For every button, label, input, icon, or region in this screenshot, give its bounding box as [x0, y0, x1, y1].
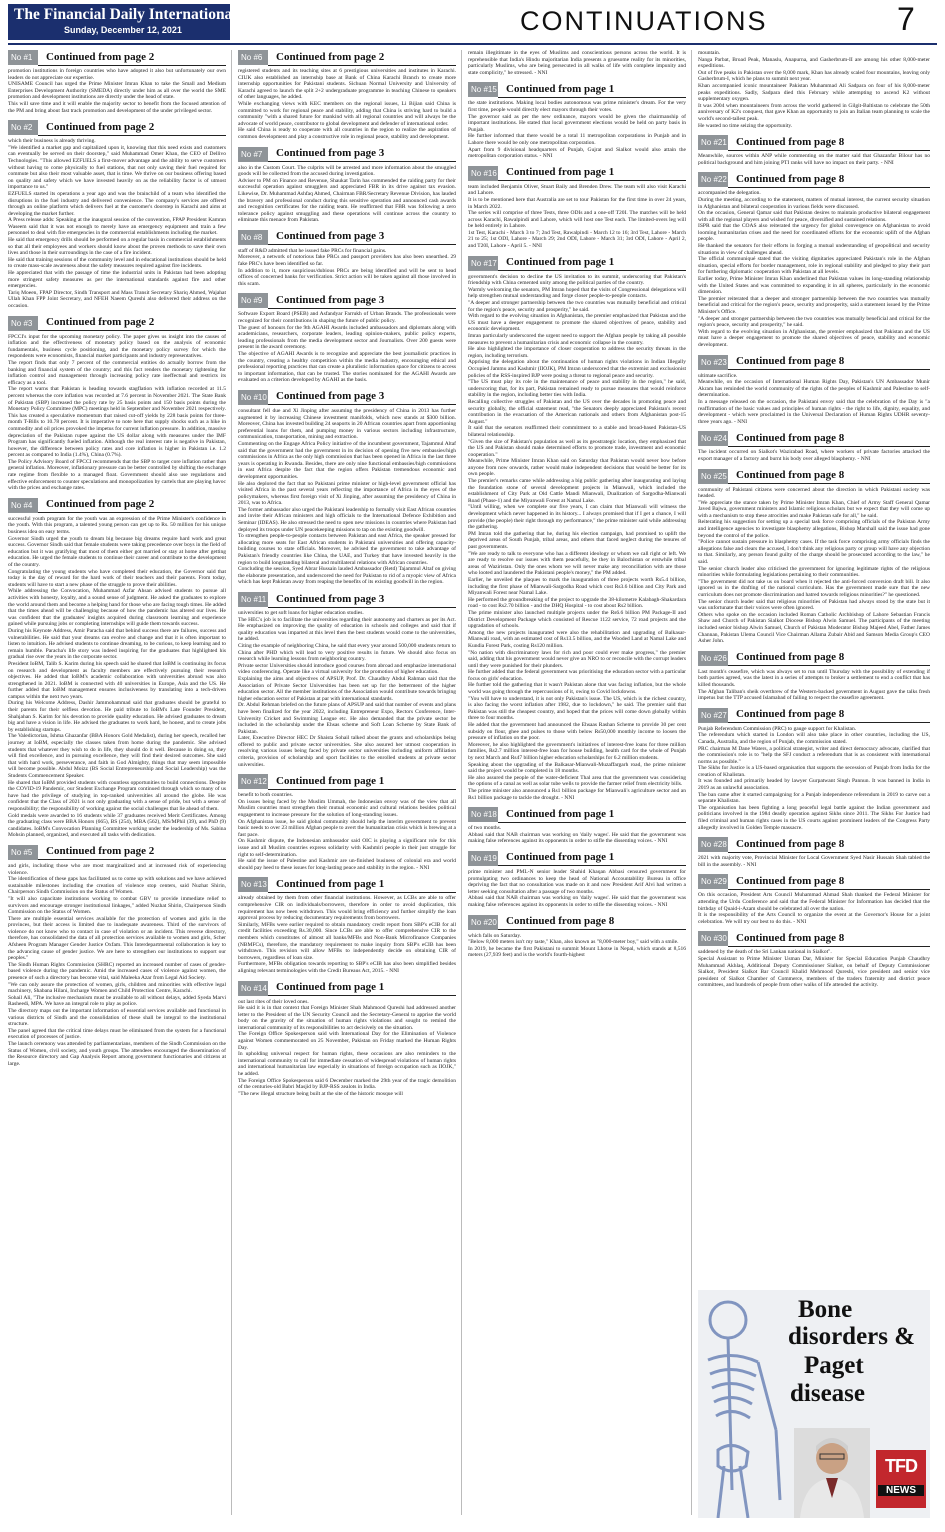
continuation-label: Continued from page 8 [728, 837, 930, 853]
continuation-article [468, 851, 686, 909]
article-body-text: staff of R&D admitted that he issued fake PRCs for financial gains. Moreover, a network of notorious fake PRCs and passport providers has also been unearthed. 29 fake PRC's have been identified so far. In addition to it, more suspicious/dubious PRCs are being identified and will be sent to head offices of concerned banks for verification. Strict action will be taken against all those involved in this scam. [238, 247, 456, 287]
continuation-header [238, 50, 456, 65]
continuation-number-tag: No #17 [468, 256, 498, 271]
continuation-number-tag: No #18 [468, 807, 498, 822]
continuation-article [698, 469, 930, 645]
continuation-article [238, 592, 456, 768]
continuation-label: Continued from page 1 [498, 850, 686, 866]
doctor-portrait [794, 1428, 870, 1518]
continuation-number-tag: No #6 [238, 50, 268, 65]
article-body-text: also in the Custom Court. The culprits will be arrested and more information about the smuggled goods will be collected from the accused during investigation. Adviser to PM on Finance and Revenue, Shaukat Tarin has commended the raiding party for their successful operation against smugglers and appreciated FBR in its drive against tax evasion. Likewise, Dr. Muhammad Ashfaq Ahmed, Chairman FBR/Secretary Revenue Division, has lauded the bravery and professional conduct during this sensitive operation and announced cash awards and recognition certificates for the raiding team. He reaffirmed that FBR was following a zero tolerance policy against smuggling and these operations will continue across the country to eliminate this menace from Pakistan. [238, 164, 456, 224]
continuation-article [698, 50, 930, 129]
continuation-header [698, 431, 930, 446]
continuation-label: Continued from page 2 [268, 50, 456, 66]
continuation-header [8, 50, 226, 65]
continuation-article [8, 316, 226, 492]
article-body-text: government's decision to decline the US invitation to its summit, underscoring that Pakistan's friendship with China cemented unity among the political parties of the country. Warmly welcoming the senators, PM Imran hoped that the visits of Congressional delegations will help strengthen mutual understanding and forge closer people-to-people contacts. "A deeper and stronger partnership between the two countries was mutually beneficial and critical for the region's peace, security and prosperity," he said. With regard to the evolving situation in Afghanistan, the premier emphasized that Pakistan and the US must have a deeper engagement to promote the shared objectives of peace, stability and economic development. Imran particularly underscored the urgent need to support the Afghan people by taking all possible measures to prevent a humanitarian crisis and economic collapse in the country. He also highlighted the importance of closer cooperation to address the security threats in the region, including terrorism. Apprising the delegation about the continuation of human rights violations in Indian Illegally Occupied Jammu and Kashmir (IIOJK), PM Imran underscored that the extremist and exclusionist policies of the RSS-inspired BJP were posing a threat to regional peace and security. "The US must play its role in the maintenance of peace and stability in the region," he said, underscoring that, for its part, Pakistan remained ready to pursue measures that would reinforce stability in the region, including better ties with India. Recalling collective struggles of Pakistan and the US over the decades in promoting peace and security globally, the official statement read, "the Senators deeply appreciated Pakistan's recent contribution in the evacuation of the American nationals and others from Afghanistan post-15 August." It said that the senators reaffirmed their commitment to a stable and broad-based Pakistan-US bilateral relationship. "Given the size of Pakistan's population as well as its geostrategic location, they emphasized that the US and Pakistan should make determined efforts to promote trade, investment and economic cooperation." Meanwhile, Prime Minister Imran Khan said on Saturday that Pakistan would never bow before anyone from now onwards, rather would make independent decisions that would be better for its own people. The premier's remarks came while addressing a big public gathering after inaugurating and laying the foundation stone of several development projects in Mianwali, which included the establishment of City Park at Old Cattle Mandi Mianwali, Dualization of Sargodha-Mianwali Road (Phase-1) and the Miyanwali Forest at Namal Lake. "Until willing, when we complete our five years, I can claim that Mianwali will witness the development which never happened in its history... I always promised that if I get a chance, I will provide (the people) their right through my performance," the prime minister said while addressing the gathering. PM Imran told the gathering that he, during his election campaign, had promised to uplift the deprived areas of South Punjab, tribal areas, and others that faced neglect during the tenures of past governments. "We are ready to talk to everyone who has a different ideology or whom we call right or left. We are ready to resolve our issues with them peacefully, be they in Balochistan or erstwhile tribal areas of Waziristan. Only the ones whom we will never make any reconciliation with are those who looted and laundered the Pakistani people's money," the PM added. Earlier, he unveiled the plaques to mark the inauguration of three projects worth Rs5.4 billion, including the first phase of Mianwali-Sargodha Road which cost Rs3.6 billion and City Park and Miyanwali Forest near Namal Lake. He performed the groundbreaking of the project to upgrade the 38-kilometre Kalabagh-Shakardara road - to cost Rs2.70 billion - and the DHQ Hospital - to cost about Rs2 billion. The prime minister also launched multiple projects under the Rs6.6 billion PM Package-II and District Development Package which consisted of Rescue 1122 service, 72 road projects and the upgradation of schools. Among the new projects inaugurated were also the rehabilitation and upgrading of Balkasar-Mianwali road, with an estimated cost of Rs13.5 billion, and the Wooded Land at Namal Lake and Kundia Forest Park, costing Rs120 million. "No nation with discriminatory laws for rich and poor could ever make progress," the premier said, adding that his government would never give an NRO to or reconcile with the corrupt leaders until they were punished for their plunders. He further added that the federal government was prioritising the education sector with a particular focus on girls' education. He further told the gathering that it wasn't Pakistan alone that was facing inflation, but the whole world was going through the repercussions of it, owing to Covid lockdowns. "You will have to understand, it is not only Pakistan's issue. The US, which is the richest country, is also facing the worst inflation after 1982, due to lockdown," he said. The premier said that Pakistan was still the cheapest country, and hoped that the prices will come down globally within three to four months. He added that the government had announced the Ehsaas Rashan Scheme to provide 30 per cent subsidy on flour, ghee and pulses to those with below Rs50,000 monthly income to loosen the pressure of inflation on the poor. Moreover, he also highlighted the government's initiatives of interest-free loans for three million families, Rs2.7 million interest-free loan for house building, health card for the whole of Punjab by next March and Rs47 billion higher education scholarships for 6.2 million students. Speaking about the upgrading of the Balkasar-Mianwali-Muzaffargarh road, the prime minister said the project would be completed in 18 months. He also assured the people of the water-deficient Thal area that the government was considering the options of a canal as well as solar tube wells to provide the farmer relief from electricity bills. The prime minister also announced a Rs1 billion package for Mianwali's agriculture sector and an Rs1 billion package to tackle the drought. - NNI [468, 273, 686, 801]
article-body-text: registered students and its teaching sites at 6 prestigious universities and institutes in Karachi. CIUK also established an internship base at Bank of China Karachi Branch to create more internship opportunities for Pakistani students. Sichuan Normal University and University of Karachi agreed to launch the split 2+2 undergraduate programme in teaching Chinese to speakers of other languages, he added. While exchanging views with KEC members on the regional issues, Li Bijian said China is committed to work for regional peace and stability, adding that China is striving hard to build a community "with a shared future for mankind with all regional countries and will always be the advocate of world peace, contributor to global development and defender of international order. He said China is ready to cooperate with all countries in the region to realize the aspiration of common development and play a constructive role in regional peace, stability and development. [238, 68, 456, 140]
continuation-number-tag: No #11 [238, 592, 268, 607]
section-title: CONTINUATIONS [520, 6, 768, 36]
continuation-article [238, 877, 456, 974]
continuation-header [238, 981, 456, 996]
continuation-header [698, 172, 930, 187]
continuation-header [698, 837, 930, 852]
continuation-article [238, 981, 456, 1098]
continuation-label: Continued from page 3 [268, 592, 456, 608]
continuation-article [698, 431, 930, 462]
continuation-label: Continued from page 1 [498, 165, 686, 181]
column-divider [461, 50, 462, 1515]
advertisement-bone-disorders [698, 1290, 930, 1518]
masthead [0, 0, 945, 44]
article-body-text: successful youth program for the youth was an expression of the Prime Minister's confidence in the youth. With this program, a talented young person can get up to Rs. 50 million for his unique business idea on easy terms. Governor Sindh urged the youth to dream big because big dreams require hard work and great success. Governor Sindh said that female students were taking precedence over boys in the field of education but it was gratifying that most of them either got married or stay at home after getting education. He urged the female students to continue their career and contribute to the development of the country. Congratulating the young students who have completed their education, the Governor said that today is the day of reward for the hard work of their teachers and their parents. From today, students will have to start a new phase of the struggle to prove their abilities. While addressing the Convocation, Muhammad Azfar Ahsan advised students to pursue all activities with honesty, loyalty, and a sound sense of judgment. He asked the graduates to explore the world around them and become a helping hand for those who are facing tough times. He added that the times ahead will be challenging because of how the pandemic has altered our lives. He was confident that the graduates' insights acquired during classroom learning and experience gained while pursuing jobs or completing internships will guide them towards success. During his Keynote Address, Amir Paracha said that behind success there are failures, success and vulnerabilities. He said that your dreams can evolve and change and that it is often important to listen to intuition. He advised students to continue dreaming, to be curious, to keep learning and to remain humble. Paracha's life story was indeed inspiring for the graduates that highlighted his gradual rise over the years in the corporate sector. President IoBM, Talib S. Karim during his speech said he shared that IoBM is continuing its focus on research and development as faculty members are effectively pursuing their research objectives. He added that IoBM's academic collaboration with universities abroad was also strengthened in 2021. IoBM is connected with 40 universities in Europe, Asia and the US. He further added that IoBM management ensures inclusiveness by translating into a tech-driven campus within the next two years. During his Welcome Address, Dashir Jammohammad said that graduates should be grateful to their parents for their selfless devotion. He paid tribute to IoBM's Late Founder President, Shahjahan S. Karim for his devotion to provide quality education. He advised graduates to dream big and have a vision in life. He advised the graduates to work hard, be honest, and to create jobs by establishing startups. The Valedictorian, Ishma Ghazanfar (BBA Honors Gold Medalist), during her speech, recalled her journey at IoBM, especially the classes taken from home during the pandemic. She advised students that whatever they wish to do in life, they should do it well. Because in doing so, they will find excellence, and in pursuing excellence, they will find their desired outcomes. She said that with hard work, perseverance, and faith in God Almighty, things that may seem impossible will become possible. Abdul Moizz (BS Social Entrepreneurship and Social Leadership) was the Students Commencement Speaker. He shared that IoBM provided students with countless opportunities to build connections. Despite the COVID-19 Pandemic, our Student Exchange Program continued through which so many of us have had the privilege of studying in top-ranked universities all around the globe. He was confident that the Class of 2021 is not only graduating with a sense of pride, but with a sense of responsibility; the responsibility of working against the social challenges that lie ahead of them. Gold medals were awarded to 16 students while 37 graduates received Merit Certificates. Among the graduating class were BBA Honors (665), BS (254), MBA (562), MS/MPhil (39), and PhD (9) candidates. IoBM's Convocation Planning Committee working under the leadership of Ms. Sabina Mohsin planned, organized, and executed all tasks with dedication. [8, 515, 226, 839]
continuation-label: Continued from page 8 [728, 135, 930, 151]
continuation-number-tag: No #23 [698, 355, 728, 370]
continuation-number-tag: No #27 [698, 708, 728, 723]
article-body-text: community of Pakistani citizens were concerned about the direction in which Pakistani society was headed. "We appreciate the stance taken by Prime Minister Imran Khan, Chief of Army Staff General Qamar Javed Bajwa, government ministers and Islamic religious scholars but we expect that they will come up with a mechanism to stop these atrocities and make Pakistan safe for all," he said. Reiterating his suggestion for setting up a special task force comprising officials of the Pakistan Army and intelligence agencies to investigate blasphemy allegations, Bishop Marshall said the issue had gone beyond the control of the police. "Police cannot sustain pressure in blasphemy cases. If the task force comprising army officials finds the allegations false and clears the accused, I don't think any religious party or group will have any objection to that. Similarly, any person found guilty of the charge should be prosecuted according to the law," he said. The senior church leader also criticised the government for ignoring legitimate rights of the religious minorities while formulating legislations pertaining to their communities. "The government did not take us on board when it rejected the anti-forced conversion draft bill. It also ignored us in the drafting of the national curriculum. Has the government made sure that the new curriculum does not promote discrimination and hatred towards religious minorities?" he questioned. The senior church leader said that religious minorities of Pakistan had always stood by the state but it was unfortunate that their voices were often ignored. Others who spoke on the occasion included Roman Catholic Archbishop of Lahore Sebastian Francis Shaw and Church of Pakistan Sialkot Diocese Bishop Alwin Samuel. The participants of the meeting included senior bishop Alwin Samuel, Church of Pakistan Moderator Bishop Majeed Abel, Father James Channan, Pakistan Ulema Council Vice Chairman Allama Zubair Abid and Samson Media Group's CEO Asher John. [698, 486, 930, 645]
article-body-text: the state institutions. Making local bodies autonomous was prime minister's dream. For the very first time, people would directly elect mayors through their votes. The governor said as per the new ordinance, mayors would be given the chairmanship of important institutions. He stated that local government elections would be held on party basis in Punjab. He further informed that there would be a total 11 metropolitan corporations in Punjab and in Lahore there would be only one metropolitan corporation. Apart from 9 divisional headquarters of Punjab, Gujrat and Sialkot would also attain the metropolitan corporation status. - NNI [468, 100, 686, 160]
continuation-article [698, 837, 930, 868]
continuation-header [698, 708, 930, 723]
article-body-text: FPCCI's input for the upcoming monetary policy. The paper gives us insight into the causes of inflation and the effectiveness of monetary policy based on the analysis of economic fundamentals, business cycle positioning, and the monetary policy survey for which the respondents were economists, financial market participants and industry representatives. The report finds that only 7 percent of the commercial entities do actually borrow from the banking and financial system of the country; and this fact renders the monetary tightening for inflation control and management through increasing policy rate ineffectual and restricts its efficacy as a tool. The report warns that Pakistan is heading towards stagflation with inflation recorded at 11.5 percent whereas the core inflation was recorded at 7.6 percent in November 2021. The State Bank of Pakistan (SBP) increased the policy rate by 25 basis points and 150 basis points during the Monetary Policy Committee (MPC) meetings held in September and November 2021 respectively. This has created a speculative momentum that raised cut-off yields by 228 basis points for three-month T-Bills to 10.78 percent. It is imperative to note here that supply shocks such as a hike in commodity and oil prices provoked the impetus for current inflation pressure. In addition, massive depreciation of the Pakistan rupee against the US dollar along with measures under the IMF Program has significantly fueled inflation. Although the real interest rate is negative in Pakistan, however, the difference between policy rates and core inflation is higher in Pakistan i.e. 1.2 percent as compared to India (1.4%), China (0.7%). The Policy Advisory Board of FPCCI recommends that the SBP to target core inflation rather than general inflation. Moreover, inflationary pressure can be better controlled by shifting the exchange rate regime from flexible to a managed float. Government should also use regulations and effective enforcement to counter speculations and monopolization by cartels that are playing havoc with the prices and exchange rates. [8, 333, 226, 492]
continuation-label: Continued from page 1 [498, 807, 686, 823]
continuation-article [698, 135, 930, 166]
continuation-label: Continued from page 8 [728, 707, 930, 723]
continuation-article [8, 120, 226, 309]
continuation-header [468, 82, 686, 97]
continuation-header [8, 498, 226, 513]
continuation-number-tag: No #1 [8, 50, 38, 65]
continuation-number-tag: No #20 [468, 915, 498, 930]
continuation-number-tag: No #22 [698, 172, 728, 187]
continuation-article [468, 166, 686, 250]
continuation-header [468, 166, 686, 181]
continuation-number-tag: No #26 [698, 651, 728, 666]
continuation-article [468, 915, 686, 959]
continuation-article [238, 230, 456, 288]
continuation-label: Continued from page 2 [38, 120, 226, 136]
continuation-label: Continued from page 3 [268, 146, 456, 162]
article-body-text: On this occasion, President Arts Council Muhammad Ahmad Shah thanked the Federal Minister for attending the Urdu Conference and said that the Federal Minister for Information has decided that the birthday of Quaid-i-Azam should be celebrated all over the nation. It is the responsibility of the Arts Council to organize the event at the Governor's House for a joint celebration. We will try our best to do this. - NNI [698, 892, 930, 925]
article-body-text: promotion institutions in foreign countries who have adopted it also but unfortunately our own leaders do not appreciate our expertise. UNISAME Council has urged the Prime Minister Imran Khan to take the Small and Medium Enterprises Development Authority (SMEDA) directly under him as all over the world the SME promotion and development institutions are directly under the head of state. This will save time and it will enable the majority sector to benefit from the focused attention of the PM and bring about fast track promotion and development of the under privileged sector. [8, 68, 226, 114]
continuation-label: Continued from page 8 [728, 650, 930, 666]
continuation-number-tag: No #7 [238, 147, 268, 162]
article-body-text: saddened by the death of the Sri Lankan national in Sialkot". Special Assistant to Prime Minister Usman Dar, Minister for Special Education Punjab Chaudhry Muhammad Akhlaq, Additional Deputy Commissioner Sialkot, on behalf of Deputy Commissioner Sialkot, President Sialkot Bar Council Khalid Mehmood Qureshi, vice president and senior vice president of Sialkot Chamber of Commerce, members of the traders fraternity and district peace committees, and hundreds of people from other walks of life attended the activity. [698, 949, 930, 989]
article-body-text: prime minister and PML-N senior leader Shahid Khaqan Abbasi censured government for promulgating two ordinances to keep the head of National Accountability Bureau in office depriving the fact that no consultation was made on it and now President Arif Alvi had written a letter seeking consultation after a passage of two months. Abbasi said that NAB chairman was working on 'daily wages'. He said that the government was making false references against its opponents in order to stifle the dissenting voices. - NNI [468, 868, 686, 908]
continuation-label: Continued from page 2 [38, 844, 226, 860]
article-body-text: out last rites of their loved ones. He said it is in that context that Foreign Minister Shah Mahmood Qureshi had addressed another letter to the President of the UN Security Council and the Secretary-General to apprise the world body on the gravity of the situation of human rights violations and sought to remind the international community of its responsibilities to act decisively on the situation. The Foreign Office Spokesperson said with International Day for the Elimination of Violence against Women commemorated on 25 November, Pakistan on Friday marked the Human Rights Day. In upholding universal respect for human rights, these occasions are also reminders to the international community to call for immediate cessation of widespread violations of human rights and international humanitarian law especially in situations of foreign occupation such as IIOJK," he added. The Foreign Office Spokesperson said 6 December marked the 29th year of the tragic demolition of the centuries-old Babri Masjid by BJP-RSS zealots in India. "The new illegal structure being built at the site of the historic mosque will [238, 998, 456, 1097]
continuation-header [698, 874, 930, 889]
page-number: 7 [897, 1, 915, 37]
continuation-number-tag: No #8 [238, 230, 268, 245]
continuation-label: Continued from page 8 [728, 931, 930, 947]
continuation-header [698, 651, 930, 666]
continuation-article [698, 874, 930, 925]
article-body-text: and girls, including those who are most marginalized and at increased risk of experiencing violence. The identification of these gaps has facilitated us to come up with solutions and we have achieved sustainable milestones including the creation of violence stop centers, said Nuzhat Shirin, Chairperson Sindh Commission on the Status of Women. "It will also capacitate institutions working to combat GBV to provide immediate relief to survivors and encourage stronger institutional linkages," added Nuzhat Shirin, Chairperson Sindh Commission on the Status of Women. There are multiple essential services available for the protection of women and girls in the provinces, but their access is limited due to inadequate awareness. Third of the survivors of violence do not know who to contact in case of violation or an incident. This reverse directory, therefore, has consolidated the data of all protection services available to women and girls, Scher Afsheen Program Manager Gender Justice Oxfam. This Interdepartmental collaboration is key to the advancing cause of gender justice. We are here to strengthen our institutions to support our peoples." The Sindh Human Rights Commission (SHRC) reported an increased number of cases of gender-based violence during the pandemic. Amid the increased cases of violence against women, the presence of such a directory has become vital, said Maleeka Azar from Legal Aid Society. "We can only assure the protection of women, girls, children and minorities with effective legal machinery, Shabana Hilani, Incharge Women and Child Protection Centre, Karachi. Sohail Ali, "The inclusive mechanism must be available to all without delays, added Syeda Marvi Rasheedi, MPA. We have an integral role to play as police. The directory maps out the important information of essential services available and functional in various districts of Sindh and the consolidation of these shall be integral to the institutional structure. The panel agreed that the critical time delays must be eliminated from the system for a functional execution of processes of justice. The launch ceremony was attended by parliamentarians, members of the Sindh Commission on the Status of Women, civil society, and youth groups. The attendees encouraged the dissemination of the Resource directory and Gap Analysis Report among government functionaries and citizens at large. [8, 862, 226, 1067]
continuation-article [468, 50, 686, 76]
article-body-text: of two months. Abbasi said that NAB chairman was working on 'daily wages'. He said that the government was making false references against its opponents in order to stifle the dissenting voices. - NNI [468, 825, 686, 845]
ad-headline-line-2: disorders & [788, 1323, 916, 1350]
continuation-label: Continued from page 3 [268, 293, 456, 309]
continuation-number-tag: No #24 [698, 431, 728, 446]
continuation-article [238, 293, 456, 384]
continuation-label: Continued from page 8 [728, 172, 930, 188]
ad-headline-line-3: Paget [804, 1352, 864, 1379]
article-body-text: 2021 with majority vote, Provincial Minister for Local Government Syed Nasir Hussain Shah tabled the bill in the assembly. - NNI [698, 855, 930, 868]
article-body-text: Last month's ceasefire, which was always set to run until Thursday with the possibility of extending if both parties agreed, was the latest in a series of attempts to broker a settlement to end a conflict that has killed thousands. The Afghan Taliban's sheik overthrew of the Western-backed government in August gave the talks fresh impetus but the TTP accused Islamabad of failing to respect the ceasefire agreement. [698, 668, 930, 702]
continuation-label: Continued from page 3 [268, 229, 456, 245]
continuation-number-tag: No #4 [8, 498, 38, 513]
continuation-number-tag: No #29 [698, 874, 728, 889]
column-divider [231, 50, 232, 1515]
continuation-label: Continued from page 1 [498, 82, 686, 98]
column-3 [468, 50, 686, 1515]
continuation-header [8, 316, 226, 331]
continuation-header [238, 293, 456, 308]
continuation-label: Continued from page 8 [728, 468, 930, 484]
continuation-header [468, 851, 686, 866]
continuation-article [468, 82, 686, 159]
continuation-label: Continued from page 1 [268, 980, 456, 996]
article-body-text: which their business is already thriving. "We identified a market gap and capitalized upon it, knowing that this need exists and customers can eventually be served on their doorstep," said Muhammad Omer Khan, the CEO of Dellivo Technologies. "This allowed EZFUELS a first-mover advantage and the ability to serve customers without having to come physically to fuel stations, that not only saving their fuel required for commute but also their most valuable asset, that is time. We thrive on our business offering based on quality and safety which we have invested heavily on as the reliability factor is of utmost importance to us." EZFUELS started its operations a year ago and was the brainchild of a team who identified the disruptions in the fuel industry and delivered convenience. The company's services are offered through an online platform which delivers fuel at the customer's doorstep in Karachi and aims at developing the market further. A Press release adds: Speaking at the inaugural session of the convention, FPAP President Kamran Waseem said that it was not enough to merely have an emergency equipment and train a few personnel to deal with fire emergencies in the commercial establishments including the market. He said that emergency drills should be performed on a regular basis in commercial establishments so that all their employees and workers should know about the proven methods to save their own lives and those in their surroundings in the case of a fire incident. He said that training sessions of the community level and in educational institutions should be held to create mass-scale awareness about the safety measures required against fire incidents. He appreciated that with the passage of time the industrial units in Pakistan had been adopting more stringent safety measures as per the international standards against fire and other emergencies. Tariq Moeen, FPAP Director, Sindh Transport and Mass Transit Secretary Shariq Ahmed, Wajahat Ullah Khan FPP Joint Secretary, and NFEH Naeem Qureshi also delivered their address on the occasion. [8, 138, 226, 309]
continuation-label: Continued from page 1 [498, 255, 686, 271]
continuation-label: Continued from page 8 [498, 914, 686, 930]
issue-date: Sunday, December 12, 2021 [64, 25, 182, 35]
continuation-number-tag: No #12 [238, 774, 268, 789]
article-body-text: Software Export Board (PSEB) and Asfandyar Farrukh of Urban Brands. The professionals were recognized for their contributions in shaping the future of public policy. The guest of honours for the 9th AGAHI Awards included ambassadors and diplomats along with academicians, researchers, corporate leaders, leading opinion-makers, public policy experts, leading professionals from the media development sector and Journalists. Over 200 guests were present in the award ceremony. The objective of AGAHI Awards is to recognize and appreciate the best journalistic practices in the country, creating a healthy competition within the media industry, encouraging ethical and professional reporting practices that can create a pluralistic information space for citizens to access to important information, that can be trusted. The stories nominated for the AGAHI Awards are evaluated on a criterion developed by AGAHI as the basis. [238, 311, 456, 384]
continuation-number-tag: No #30 [698, 931, 728, 946]
continuation-article [468, 807, 686, 845]
continuation-number-tag: No #10 [238, 390, 268, 405]
ad-headline-line-4: disease [790, 1380, 865, 1407]
continuation-label: Continued from page 2 [38, 315, 226, 331]
continuation-label: Continued from page 2 [38, 50, 226, 66]
logo-sub-text: NEWS [878, 1485, 924, 1496]
continuation-number-tag: No #9 [238, 293, 268, 308]
newspaper-title: The Financial Daily International [14, 6, 237, 23]
continuation-article [238, 147, 456, 224]
continuation-header [698, 135, 930, 150]
tfd-news-logo [876, 1450, 926, 1508]
continuation-header [238, 390, 456, 405]
continuation-label: Continued from page 3 [268, 389, 456, 405]
continuation-article [238, 390, 456, 586]
continuation-article [698, 172, 930, 348]
continuation-label: Continued from page 8 [728, 431, 930, 447]
column-1 [8, 50, 226, 1515]
column-4 [698, 50, 930, 1286]
continuation-header [238, 877, 456, 892]
continuation-header [698, 355, 930, 370]
continuation-number-tag: No #13 [238, 877, 268, 892]
article-body-text: benefit to both countries. On issues being faced by the Muslim Ummah, the Indonesian envoy was of the view that all Muslim countries must strengthen their mutual economic and cultural relations besides political engagement to increase pressure for the solution of long-standing issues. On Afghanistan issue, he said global community should help the interim government to prevent basic needs to over 23 million Afghan people to avert the humanitarian crisis which is brewing at a fast pace. On Kashmir dispute, the Indonesian ambassador said OIC is playing a significant role for this issue and all Muslim countries express solidarity with Kashmiri people in their just struggle for right to self-determination. He said the issue of Palestine and Kashmir are un-finished business of colonial era and world should pay heed to these issues for long-lasting peace and stability in the region. - NNI [238, 792, 456, 871]
continuation-article [698, 651, 930, 702]
article-body-text: Punjab Referendum Commission (PRC) to gauge support for Khalistan. The referendum which started in London will also take place in other countries, including the US, Canada, Australia, and the region of Punjab, the commission stated. PRC chairman M Dane Waters, a political strategist, writer and direct democracy advocate, clarified that the commission's role is to "help the SFJ conduct a referendum that is as consistent with international norms as possible." The Sikhs for Justice is a US-based organisation that supports the secession of Punjab from India for the creation of Khalistan. It was founded and primarily headed by lawyer Gurpatwant Singh Pannun. It was banned in India in 2019 as an unlawful association. The ban came after it started campaigning for a Punjab independence referendum in 2019 to carve out a separate Khalistan. The organisation has been fighting a long peaceful legal battle against the Indian government and politicians involved in the 1984 deadly operation against Sikhs since 2011. The Sikhs For Justice had filed criminal and human rights cases in the US courts against prominent leaders of the Congress Party allegedly involved in Golden Temple massacre. [698, 725, 930, 831]
continuation-article [8, 498, 226, 839]
continuation-header [698, 469, 930, 484]
article-body-text: consultant fell due and Xi Jinping after assuming the presidency of China in 2013 has further augmented it by increasing Chinese investment manifolds, which now stands at $300 billion. Moreover, China has invested building 24 seaports in 20 African countries apart from apportioning preferential loans for them, and pumping money in various sectors including infrastructure, communication, transportation, mining and extraction. Commenting on the Engage Africa Policy initiative of the incumbent government, Tajammul Altaf said that the government had the government in its decision of opening five new embassies/high commissions in Africa as the only high commission that has been opened in Africa in the last three years is operating in Rwanda. Besides, there are only nine functional embassies/high commissions in east Africa despite the fact that the region offers Pakistan tremendous economic and development opportunities. He also deplored the fact that no Pakistani prime minister or high-level government official has visited Africa in the past several years reflecting the importance of Africa in the eyes of the policymakers, whereas first foreign visit of Xi Jinping, after assuming the presidency of China in 2013, was to Africa. The former ambassador also urged the Pakistani leadership to formally visit East African countries and invite their African ministers and high officials to the International Defence Exhibition and Seminar (IDEAS). He also stressed the need to open new missions in countries where Pakistan had deployed its troops under UN peacekeeping missions to tap on the existing goodwill. To strengthen people-to-people contacts between Pakistan and east Africa, the speaker pressed for allocating more seats for East African students in Pakistani universities and offering capacity-building courses to state officials. Moreover, he advised the government to take advantage of Pakistan's friendly countries like China, the UAE, and Turkey that have invested heavily in the region to build longstanding bilateral and multilateral relations with African countries. Concluding the session, Syed Abrar Hussain lauded Ambassador (Retd) Tajammul Altaf on giving the elaborate presentation, and underscored the need for Pakistan to rid of a myopic view of Africa which has kept Pakistan away from reaping the benefits of its existing goodwill in the region. [238, 407, 456, 586]
article-body-text: mountain. Nanga Parbat, Broad Peak, Manaslu, Anapurna, and Gasherbrum-II are among his other 8,000-meter expeditions. Out of five peaks in Pakistan over the 8,000 mark, Khan has already scaled four mountains, leaving only Gasherbrum-I, which he plans to summit next year. Khan accompanied iconic mountaineer Pakistan Muhammad Ali Sadpara on four of his 8,000-meter peaks expeditions. Sadly, Sadpara died this February while attempting to ascend K2 without supplementary oxygen. It was 2004 when mountaineers from across the world gathered in Gilgit-Baltistan to celebrate the 50th anniversary of K2's conquest, that gave Khan an opportunity to join an Italian team planning to scale the world's second-tallest peak. He wasted no time seizing the opportunity. [698, 50, 930, 129]
continuation-number-tag: No #15 [468, 82, 498, 97]
continuation-article [698, 931, 930, 989]
continuation-number-tag: No #3 [8, 316, 38, 331]
logo-main-text: TFD [885, 1456, 917, 1476]
continuation-article [238, 50, 456, 141]
continuation-article [698, 708, 930, 832]
continuation-article [8, 845, 226, 1067]
continuation-article [468, 256, 686, 802]
article-body-text: The incident occurred on Sialkot's Wazirabad Road, where workers of private factories attacked the export manager of a factory and burnt his body over alleged blasphemy. - NNI [698, 449, 930, 462]
article-body-text: accompanied the delegation. During the meeting, according to the statement, matters of mutual interest, the current security situation in Afghanistan and bilateral cooperation in various fields were discussed. On the occasion, General Qamar said that Pakistan desires to maintain productive bilateral engagement with all the regional players and wished for peace, diversified and sustained relations. ISPR said that the COAS also reiterated the urgency for global convergence on Afghanistan to avoid looming humanitarian crises and the need for coordinated efforts for the economic uplift of the Afghan people. He thanked the senators for their efforts in forging a mutual understanding of geopolitical and security situations in view of challenges ahead. The official communiqué stated that the visiting dignitaries appreciated Pakistan's role in the Afghan situation, special efforts for border management, role in regional stability and pledged to play their part for furthering diplomatic cooperation with Pakistan at all levels. Earlier today, Prime Minister Imran Khan underlined that Pakistan values its long-standing relationship with the United States and was committed to expanding it in all spheres, particularly in the economic dimension. The premier reiterated that a deeper and stronger partnership between the two countries was mutually beneficial and critical for the region's peace, security and prosperity, said a statement issued by the Prime Minister's Office. "A deeper and stronger partnership between the two countries was mutually beneficial and critical for the region's peace, security and prosperity," he said. With regard to the evolving situation in Afghanistan, the premier emphasized that Pakistan and the US must have a deeper engagement to promote the shared objectives of peace, stability and economic development. [698, 190, 930, 348]
continuation-label: Continued from page 8 [728, 354, 930, 370]
continuation-article [238, 774, 456, 871]
article-body-text: which falls on Saturday. "Below 8,000 meters isn't my taste," Khan, also known as "8,000-meter boy," said with a smile. In 2019, he became the first Pakistani to summit Mount Lhotse in Nepal, which stands at 8,516 meters (27,939 feet) and is the world's fourth-highest [468, 932, 686, 959]
continuation-label: Continued from page 1 [268, 877, 456, 893]
continuation-header [468, 915, 686, 930]
ad-headline-line-1: Bone [798, 1296, 853, 1323]
column-divider [691, 50, 692, 1515]
article-body-text: universities to get soft loans for higher education studies. The HEC's job is to facilitate the universities regarding their autonomy and charters as per its Act. He emphasized on improving the quality of education in schools and colleges and said that if quality education was imparted at this level then the best students would come to the universities, he added. Citing the example of neighboring China, he said that every year around 500,000 students return to China after PHD which will lead to very positive results in future. We should also focus on research while learning lessons from neighboring country. Private sector Universities should introduce good courses from abroad and emphasize international video conferencing. Operate like a virtual university for the promotion of higher education. Explaining the aims and objectives of APSUP, Prof. Dr. Chaudhry Abdul Rahman said that the Association of Private Sector Universities has been set up for the betterment of the higher education sector. All the member institutions of the Association would contribute towards bringing higher education sector of Pakistan at par with international standards. Dr. Abdul Rehman briefed on the future plans of APSUP and said that number of events and plans have been finalized for the year 2022, including Entrepreneur Expo, Rectors Conference, Inter-University Cricket and Swimming League etc. He also demanded that the private sector be included in the scholarship under the Ehsas scheme and Soft Loan Scheme by State Bank of Pakistan. Later, Executive Director HEC Dr Shaista Sohail talked about the grants and scholarships being offered to public and private sector universities. She also assured her utmost cooperation in resolving various issues being faced by private sector universities including uniform affiliation criteria, provision of scholarship and sport facilities to the enrolled students at private sector universities. [238, 610, 456, 768]
continuation-header [238, 592, 456, 607]
continuation-number-tag: No #14 [238, 981, 268, 996]
continuation-header [468, 256, 686, 271]
newspaper-nameplate [8, 4, 237, 40]
article-body-text: team included Benjamin Oliver, Stuart Baily and Brenden Drew. The team will also visit Karachi and Lahore. It is to be mentioned here that Australia are set to tour Pakistan for the first time in over 24 years, in March 2022. The series will comprise of three Tests, three ODIs and a one-off T20I. The matches will be held across Karachi, Rawalpindi and Lahore, which will host one Test each. The limited-overs leg will be held entirely in Lahore. 1st Test, Karachi - March 3 to 7; 2nd Test, Rawalpindi - March 12 to 16; 3rd Test, Lahore - March 21 to 25; 1st ODI, Lahore - March 29; 2nd ODI, Lahore - March 31; 3rd ODI, Lahore - April 2, and T20I, Lahore - April 5. - NNI [468, 183, 686, 250]
masthead-rule [8, 43, 937, 45]
continuation-header [8, 120, 226, 135]
continuation-header [468, 807, 686, 822]
continuation-header [8, 845, 226, 860]
continuation-number-tag: No #28 [698, 837, 728, 852]
continuation-label: Continued from page 2 [38, 497, 226, 513]
continuation-header [698, 931, 930, 946]
continuation-number-tag: No #25 [698, 469, 728, 484]
continuation-number-tag: No #5 [8, 845, 38, 860]
article-body-text: ultimate sacrifice. Meanwhile, on the occasion of International Human Rights Day, Pakistan's UN Ambassador Munir Akram has reminded the world community of the rights of the peoples of Kashmir and Palestine to self-determination. In a message released on the occasion, the Pakistani envoy said that the celebration of the Day is "a reaffirmation of the basic values and principles of human rights - the right to life, dignity, equality, and development - which were proclaimed in the Universal Declaration of Human Rights UDHR seventy-three years ago. - NNI [698, 372, 930, 425]
column-2 [238, 50, 456, 1515]
continuation-article [698, 355, 930, 426]
continuation-number-tag: No #21 [698, 135, 728, 150]
continuation-article [8, 50, 226, 114]
continuation-number-tag: No #2 [8, 120, 38, 135]
continuation-header [238, 147, 456, 162]
continuation-label: Continued from page 1 [268, 774, 456, 790]
continuation-header [238, 230, 456, 245]
article-body-text: remain illegitimate in the eyes of Muslims and conscientious persons across the world. It is reprehensible that India's Hindu majoritarian India presents a gruesome reality for its minorities, particularly Muslims, who are being persecuted in all walks of life with complete impunity and state complicity," he stressed. - NNI [468, 50, 686, 76]
article-body-text: Meanwhile, sources within ANP while commenting on the matter said that Ghazanfar Bilour has no political background and him joining PTI ranks will have no impact on their party. - NNI [698, 153, 930, 166]
continuation-number-tag: No #16 [468, 166, 498, 181]
continuation-label: Continued from page 8 [728, 874, 930, 890]
continuation-number-tag: No #19 [468, 851, 498, 866]
article-body-text: already obtained by them from other financial institutions. However, as LCBs are able to offer comprehensive CIR on individuals/borrowers, therefore in order to avoid duplication, this requirement has now been withdrawn. This would bring efficiency and further simplify the loan approval process by reducing documentary requirements from borrowers. Similarly, MFBs were earlier required to obtain mandatory credit report from SBP's eCIB for all credit facilities exceeding Rs.30,000. Since LCBs are able to offer comprehensive CIR to the members which constitutes of almost all banks/MFBs and Non-Bank Microfinance Companies (NBMFCs), therefore, the mandatory requirement to make inquiry from SBP's eCIB has been withdrawn. This revision will allow MFBs to independently decide on obtaining CIR of borrowers, regardless of loan size. Furthermore, MFBs obligation towards reporting to SBP's eCIB has also been simplified besides aligning relevant terminologies with the Credit Bureaus Act, 2015. - NNI [238, 895, 456, 974]
continuation-header [238, 774, 456, 789]
